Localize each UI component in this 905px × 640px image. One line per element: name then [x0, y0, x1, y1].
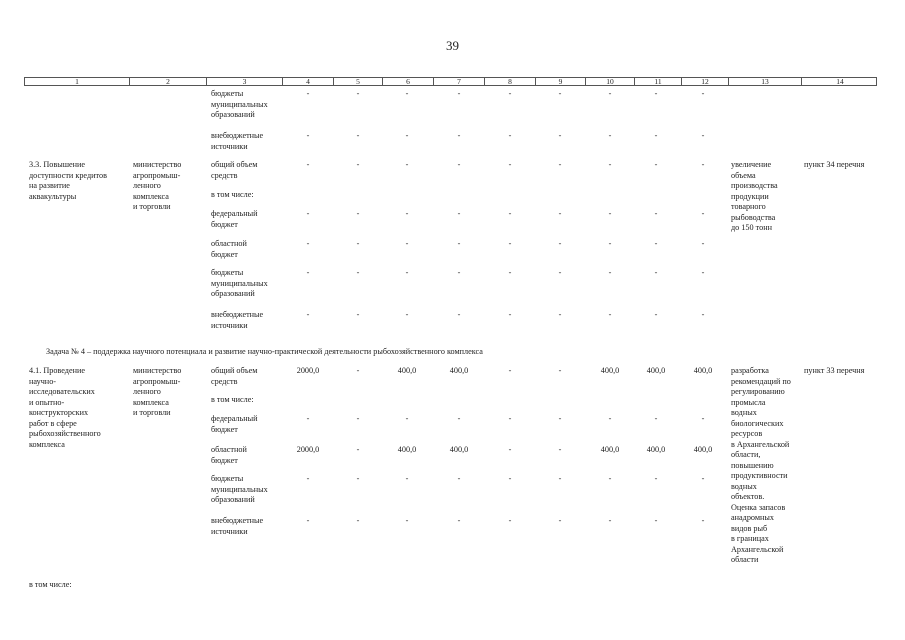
- value-cell: -: [558, 89, 562, 98]
- value-cell: 400,0: [397, 366, 417, 375]
- value-cell: -: [654, 414, 658, 423]
- value-cell: -: [701, 89, 705, 98]
- source-label: бюджеты муниципальных образований: [211, 268, 268, 298]
- value-cell: -: [405, 239, 409, 248]
- value-cell: -: [654, 474, 658, 483]
- value-cell: -: [654, 160, 658, 169]
- value-cell: -: [654, 239, 658, 248]
- value-cell: -: [356, 239, 360, 248]
- col-header: 10: [585, 78, 634, 86]
- source-label: бюджеты муниципальных образований: [211, 474, 268, 504]
- value-cell: -: [306, 268, 310, 277]
- value-cell: -: [457, 474, 461, 483]
- value-cell: -: [405, 516, 409, 525]
- value-cell: -: [405, 209, 409, 218]
- col-header: 13: [728, 78, 801, 86]
- measure-name: 3.3. Повышение доступности кредитов на развитие аквакультуры: [29, 160, 107, 201]
- footer-note: в том числе:: [29, 580, 72, 589]
- value-cell: -: [508, 209, 512, 218]
- value-cell: -: [405, 474, 409, 483]
- col-header: 9: [535, 78, 585, 86]
- task-heading: Задача № 4 – поддержка научного потенциала и развитие научно-практической деятельности рыбохозяйственного комплекса: [46, 347, 483, 356]
- value-cell: -: [701, 239, 705, 248]
- value-cell: -: [356, 209, 360, 218]
- value-cell: -: [405, 268, 409, 277]
- value-cell: 400,0: [449, 445, 469, 454]
- source-label: общий объем средств: [211, 366, 258, 386]
- value-cell: -: [558, 516, 562, 525]
- value-cell: -: [508, 516, 512, 525]
- value-cell: -: [701, 160, 705, 169]
- value-cell: -: [558, 209, 562, 218]
- source-label: федеральный бюджет: [211, 209, 258, 229]
- value-cell: -: [356, 516, 360, 525]
- value-cell: -: [508, 89, 512, 98]
- value-cell: -: [654, 131, 658, 140]
- value-cell: -: [608, 131, 612, 140]
- value-cell: -: [405, 310, 409, 319]
- value-cell: 400,0: [397, 445, 417, 454]
- value-cell: -: [508, 160, 512, 169]
- value-cell: -: [558, 239, 562, 248]
- value-cell: -: [608, 474, 612, 483]
- value-cell: -: [508, 268, 512, 277]
- source-label: внебюджетные источники: [211, 310, 264, 330]
- value-cell: -: [356, 414, 360, 423]
- value-cell: -: [701, 131, 705, 140]
- value-cell: -: [405, 131, 409, 140]
- value-cell: -: [558, 310, 562, 319]
- value-cell: -: [405, 89, 409, 98]
- value-cell: -: [558, 131, 562, 140]
- executor: министерство агропромыш- ленного комплекса и торговли: [133, 366, 182, 417]
- value-cell: 400,0: [600, 445, 620, 454]
- value-cell: -: [701, 310, 705, 319]
- value-cell: 400,0: [449, 366, 469, 375]
- value-cell: -: [356, 268, 360, 277]
- value-cell: -: [558, 414, 562, 423]
- value-cell: -: [558, 268, 562, 277]
- value-cell: -: [701, 209, 705, 218]
- value-cell: -: [356, 445, 360, 454]
- col-header: 1: [75, 77, 79, 86]
- value-cell: -: [306, 239, 310, 248]
- col-header: 6: [382, 78, 433, 86]
- value-cell: -: [608, 516, 612, 525]
- value-cell: -: [457, 414, 461, 423]
- value-cell: -: [558, 160, 562, 169]
- value-cell: -: [306, 89, 310, 98]
- value-cell: -: [457, 310, 461, 319]
- value-cell: -: [405, 160, 409, 169]
- value-cell: -: [701, 474, 705, 483]
- value-cell: -: [306, 474, 310, 483]
- value-cell: 400,0: [693, 445, 713, 454]
- value-cell: -: [508, 366, 512, 375]
- value-cell: 400,0: [600, 366, 620, 375]
- value-cell: -: [306, 516, 310, 525]
- value-cell: -: [701, 414, 705, 423]
- col-header: 4: [282, 78, 333, 86]
- measure-name: 4.1. Проведение научно- исследовательских и опытно- конструкторских работ в сфере рыбохозяйственного комплекса: [29, 366, 101, 449]
- value-cell: -: [701, 268, 705, 277]
- value-cell: 400,0: [646, 366, 666, 375]
- source-label: бюджеты муниципальных образований: [211, 89, 268, 119]
- source-label: внебюджетные источники: [211, 131, 264, 151]
- source-label: в том числе:: [211, 190, 254, 199]
- value-cell: -: [306, 209, 310, 218]
- value-cell: -: [306, 131, 310, 140]
- value-cell: -: [457, 89, 461, 98]
- value-cell: -: [457, 209, 461, 218]
- col-header: 2: [129, 78, 206, 86]
- value-cell: -: [356, 474, 360, 483]
- value-cell: -: [457, 516, 461, 525]
- source-label: областной бюджет: [211, 239, 247, 259]
- source-label: федеральный бюджет: [211, 414, 258, 434]
- source-label: областной бюджет: [211, 445, 247, 465]
- value-cell: -: [608, 310, 612, 319]
- value-cell: -: [701, 516, 705, 525]
- value-cell: 2000,0: [296, 366, 320, 375]
- value-cell: -: [608, 89, 612, 98]
- col-header: 7: [433, 78, 484, 86]
- reference: пункт 33 перечня: [804, 366, 865, 375]
- value-cell: -: [457, 239, 461, 248]
- value-cell: -: [457, 268, 461, 277]
- executor: министерство агропромыш- ленного комплекса и торговли: [133, 160, 182, 211]
- value-cell: -: [508, 310, 512, 319]
- value-cell: 400,0: [693, 366, 713, 375]
- expected-result: увеличение объема производства продукции товарного рыбоводства до 150 тонн: [731, 160, 778, 232]
- value-cell: -: [654, 516, 658, 525]
- value-cell: -: [508, 131, 512, 140]
- table-header: [24, 77, 877, 86]
- source-label: общий объем средств: [211, 160, 258, 180]
- reference: пункт 34 перечня: [804, 160, 865, 169]
- value-cell: -: [558, 445, 562, 454]
- value-cell: 400,0: [646, 445, 666, 454]
- value-cell: -: [356, 89, 360, 98]
- value-cell: -: [356, 160, 360, 169]
- source-label: внебюджетные источники: [211, 516, 264, 536]
- value-cell: -: [508, 474, 512, 483]
- value-cell: -: [654, 89, 658, 98]
- value-cell: -: [608, 268, 612, 277]
- value-cell: -: [608, 209, 612, 218]
- col-header: 5: [333, 78, 382, 86]
- expected-result: разработка рекомендаций по регулированию промысла водных биологических ресурсов в Архангельской области, повышению продуктивности водных объектов. Оценка запасов анадромных видов рыб в границах Архангельской области: [731, 366, 791, 564]
- col-header: 8: [484, 78, 535, 86]
- value-cell: -: [608, 414, 612, 423]
- value-cell: -: [306, 414, 310, 423]
- value-cell: -: [654, 268, 658, 277]
- page-number: 39: [446, 38, 459, 53]
- source-label: в том числе:: [211, 395, 254, 404]
- value-cell: 2000,0: [296, 445, 320, 454]
- value-cell: -: [356, 310, 360, 319]
- value-cell: -: [508, 445, 512, 454]
- value-cell: -: [356, 131, 360, 140]
- col-header: 14: [801, 78, 878, 86]
- col-header: 3: [206, 78, 282, 86]
- value-cell: -: [654, 209, 658, 218]
- value-cell: -: [608, 160, 612, 169]
- value-cell: -: [306, 310, 310, 319]
- value-cell: -: [508, 239, 512, 248]
- value-cell: -: [457, 160, 461, 169]
- value-cell: -: [558, 366, 562, 375]
- col-header: 11: [634, 78, 681, 86]
- value-cell: -: [306, 160, 310, 169]
- value-cell: -: [558, 474, 562, 483]
- value-cell: -: [508, 414, 512, 423]
- value-cell: -: [356, 366, 360, 375]
- value-cell: -: [654, 310, 658, 319]
- value-cell: -: [405, 414, 409, 423]
- value-cell: -: [608, 239, 612, 248]
- value-cell: -: [457, 131, 461, 140]
- col-header: 12: [681, 78, 728, 86]
